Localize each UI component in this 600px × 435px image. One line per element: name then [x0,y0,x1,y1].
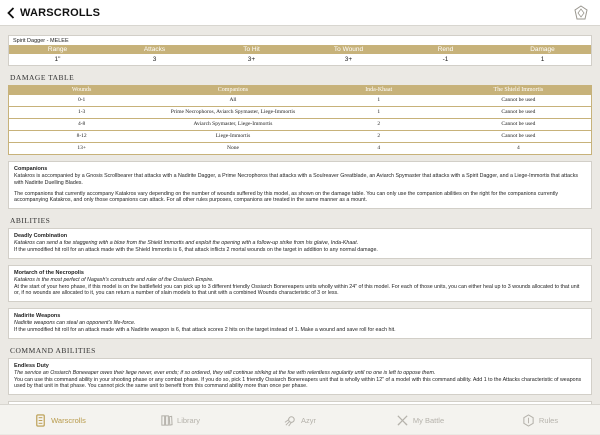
command-title: Endless Duty [14,362,49,369]
tab-azyr[interactable] [240,405,360,435]
damage-row [9,143,592,155]
favourite-button[interactable] [572,4,590,22]
command-flavor: The service an Ossiarch Boneeaper owes their liege never, ever ends; if so ordered, they will continue striking at the foe with relentless regularity until no one is left to oppose them. [14,369,436,376]
weapon-table [9,45,591,65]
ability-text: If the unmodified hit roll for an attack made with the Shield Immortis is 6, that attack inflicts 2 mortal wounds on the target in addition to any normal damage. [14,246,378,253]
tab-library[interactable] [120,405,240,435]
companions-cell: Aviarch Spymaster, Liege-Immortis [154,119,311,131]
col-inda-khaat: Inda-Khaat [312,86,446,95]
tab-rules[interactable] [480,405,600,435]
to-hit-value: 3+ [247,56,256,63]
col-to-hit: To Hit [203,45,300,54]
col-to-wound: To Wound [300,45,397,54]
weapon-value-row [9,54,591,65]
shield-cell: 4 [516,145,520,152]
wounds-cell: 0-1 [9,95,155,107]
col-rend: Rend [397,45,494,54]
chevron-left-icon [7,7,15,19]
comet-icon [284,414,297,427]
companions-text-2: The companions that currently accompany Katakros vary depending on the number of wounds suffered by this model, as shown on the damage table. You can only use the companion abilities on the right for the companions currently accompanying Katakros, and only those companions can attack. For all other rules purposes, companions are treated in the same manner as a mount. [14,190,559,204]
ability-flavor: Katakros is the most perfect of Nagash's constructs and ruler of the Ossiarch Empire. [14,276,214,283]
rules-icon [522,414,535,427]
companions-text-1: Katakros is accompanied by a Gnosis Scrollbearer that attacks with a Nadirite Dagger, a Prime Necrophoros that attacks with a Soulreaver Greatblade, an Aviarch Spymaster that attacks with a Spirit Dagger, and a Liege-Immortis that attacks with Nadirite Duelling Blades. [14,173,578,186]
back-button[interactable] [2,0,20,26]
weapon-header-row [9,45,591,54]
inda-khaat-cell: 1 [312,107,446,119]
inda-khaat-cell: 2 [312,119,446,131]
damage-row [9,107,592,119]
books-icon [160,414,173,427]
scroll-icon [34,414,47,427]
ability-text: If the unmodified hit roll for an attack made with a Nadirite weapon is 6, that attack scores 2 hits on the target instead of 1. Make a wound and save roll for each hit. [14,326,396,333]
emblem-icon [572,4,590,22]
inda-khaat-cell: 1 [312,95,446,107]
wounds-cell: 4-8 [9,119,155,131]
ability-card-mortarch [8,265,592,302]
shield-cell: Cannot be used [446,131,592,143]
inda-khaat-cell: 4 [377,145,381,152]
col-shield-immortis: The Shield Immortis [446,86,592,95]
shield-cell: Cannot be used [446,107,592,119]
tab-my-battle[interactable] [360,405,480,435]
weapon-profile [8,35,592,66]
shield-cell: Cannot be used [446,119,592,131]
crossed-swords-icon [396,414,409,427]
ability-flavor: Katakros can send a foe staggering with a blow from the Shield Immortis and exploit the opening with a follow-up strike from his glaive, Inda-Khaat. [14,240,359,247]
shield-cell: Cannot be used [446,95,592,107]
tab-label: Library [177,415,200,425]
command-card-endless-duty [8,358,592,395]
warscroll-content[interactable] [0,27,600,404]
companions-cell: Liege-Immortis [154,131,311,143]
command-text: You can use this command ability in your shooting phase or any combat phase. If you do so, pick 1 friendly Ossiarch Bonereapers unit that is wholly within 12" of a model with this command ability. Add 1 to the Attacks characteristic of weapons used by that unit in that phase. You cannot pick the same unit to benefit from this command ability more than once per phase. [14,376,582,390]
ability-text: At the start of your hero phase, if this model is on the battlefield you can pick up to 3 different friendly Ossiarch Bonereapers units wholly within 24" of this model. For each of those units, you can either heal up to 3 wounds allocated to that unit or, if no wounds are allocated to it, you can return a number of slain models to that unit with a combined Wounds characteristic of 3 or less. [14,283,580,297]
col-companions: Companions [154,86,311,95]
ability-card-nadirite-weapons [8,308,592,339]
damage-value: 1 [540,56,545,63]
companions-title: Companions [14,166,48,172]
wounds-cell: 8-12 [9,131,155,143]
range-value: 1" [54,56,61,63]
wounds-cell: 13+ [77,145,86,152]
damage-row [9,131,592,143]
inda-khaat-cell: 2 [312,131,446,143]
ability-title: Mortarch of the Necropolis [14,269,84,276]
companions-cell: None [226,145,239,152]
damage-table [8,85,592,155]
tab-warscrolls[interactable] [0,405,120,435]
rend-value: -1 [442,56,449,63]
damage-header-row [9,86,592,95]
tab-label: Azyr [301,415,316,425]
page-title: WARSCROLLS [20,6,101,19]
tab-label: My Battle [412,415,445,425]
command-abilities-title: COMMAND ABILITIES [10,345,96,355]
damage-row [9,95,592,107]
companions-cell: All [154,95,311,107]
ability-title: Nadirite Weapons [14,313,61,320]
wounds-cell: 1-3 [9,107,155,119]
damage-row [9,119,592,131]
to-wound-value: 3+ [344,56,353,63]
top-header [0,0,600,26]
tab-label: Rules [538,415,559,425]
companions-cell: Prime Necrophoros, Aviarch Spymaster, Liege-Immortis [154,107,311,119]
ability-card-deadly-combination [8,228,592,259]
abilities-title: ABILITIES [10,216,51,226]
companions-card [8,161,592,209]
damage-table-title: DAMAGE TABLE [10,73,75,82]
col-range: Range [9,45,106,54]
tab-label: Warscrolls [51,415,86,425]
ability-title: Deadly Combination [14,233,68,240]
ability-flavor: Nadirite weapons can steal an opponent's life-force. [14,320,136,327]
col-wounds: Wounds [9,86,155,95]
weapon-name: Spirit Dagger - MELEE [13,38,69,44]
bottom-tab-bar [0,404,600,434]
col-damage: Damage [494,45,591,54]
attacks-value: 3 [152,56,157,63]
col-attacks: Attacks [106,45,203,54]
